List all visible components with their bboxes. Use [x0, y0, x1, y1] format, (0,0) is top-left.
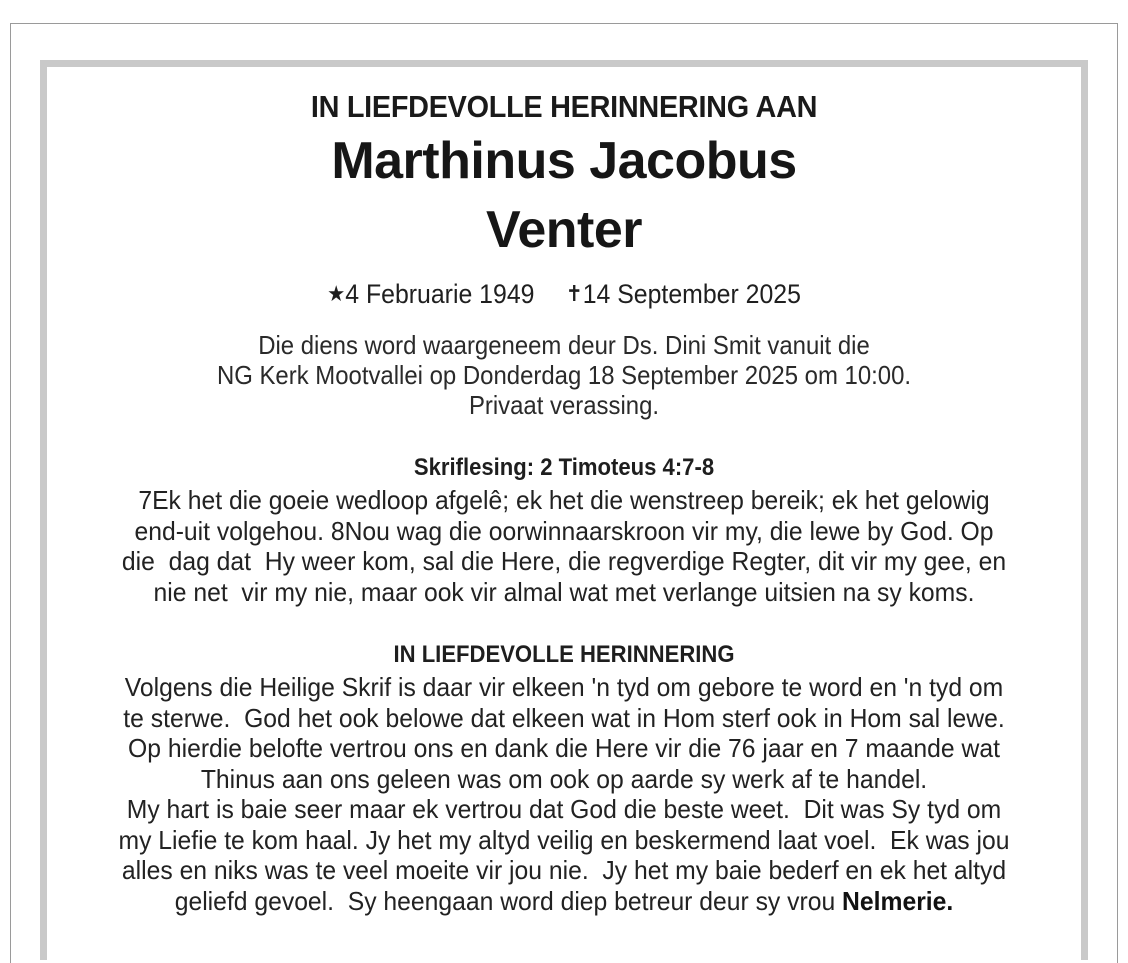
birth-date: 4 Februarie 1949: [345, 279, 535, 309]
service-line: Privaat verassing.: [468, 390, 660, 420]
memorial-kicker-heading: IN LIEFDEVOLLE HERINNERING AAN: [310, 89, 818, 124]
scripture-line: 7Ek het die goeie wedloop afgelê; ek het die wenstreep bereik; ek het gelowig: [138, 485, 990, 515]
scripture-passage: [47, 485, 1081, 607]
service-line: Die diens word waargeneem deur Ds. Dini Smit vanuit die: [258, 330, 870, 360]
death-date: 14 September 2025: [582, 279, 801, 309]
tribute-line: te sterwe. God het ook belowe dat elkeen wat in Hom sterf ook in Hom sal lewe.: [123, 702, 1005, 733]
scripture-line: nie net vir my nie, maar ook vir almal wat met verlange uitsien na sy koms.: [153, 576, 975, 607]
tribute-line: my Liefie te kom haal. Jy het my altyd veilig en beskermend laat voel. Ek was jou: [118, 824, 1010, 855]
deceased-name-first: Marthinus Jacobus: [331, 132, 797, 190]
scripture-line: die dag dat Hy weer kom, sal die Here, die regverdige Regter, dit vir my gee, en: [121, 546, 1007, 576]
star-icon: ★: [327, 281, 346, 306]
life-dates: [88, 277, 1039, 311]
service-line: NG Kerk Mootvallei op Donderdag 18 September 2025 om 10:00.: [216, 360, 912, 390]
scripture-heading: Skriflesing: 2 Timoteus 4:7-8: [413, 454, 715, 481]
deceased-name-surname: Venter: [486, 201, 642, 259]
scripture-line: end-uit volgehou. 8Nou wag die oorwinnaarskroon vir my, die lewe by God. Op: [134, 515, 994, 546]
tribute-line: Volgens die Heilige Skrif is daar vir elkeen 'n tyd om gebore te word en 'n tyd om: [124, 672, 1004, 702]
service-details: [88, 330, 1039, 420]
tribute-line: Op hierdie belofte vertrou ons en dank die Here vir die 76 jaar en 7 maande wat: [128, 733, 1000, 763]
tribute-line-last: [73, 886, 1055, 917]
tribute-line: Thinus aan ons geleen was om ook op aarde sy werk af te handel.: [200, 763, 928, 794]
tribute-closing-text: geliefd gevoel. Sy heengaan word diep betreur deur sy vrou: [174, 885, 843, 916]
cross-icon: ✝: [565, 281, 583, 306]
tribute-line: alles en niks was te veel moeite vir jou nie. Jy het my baie bederf en ek het altyd: [121, 855, 1007, 885]
tribute-heading: IN LIEFDEVOLLE HERINNERING: [393, 641, 735, 668]
tribute-line: My hart is baie seer maar ek vertrou dat God die beste weet. Dit was Sy tyd om: [126, 794, 1002, 824]
spouse-name: Nelmerie.: [842, 885, 954, 916]
tribute-passage: [47, 672, 1081, 916]
